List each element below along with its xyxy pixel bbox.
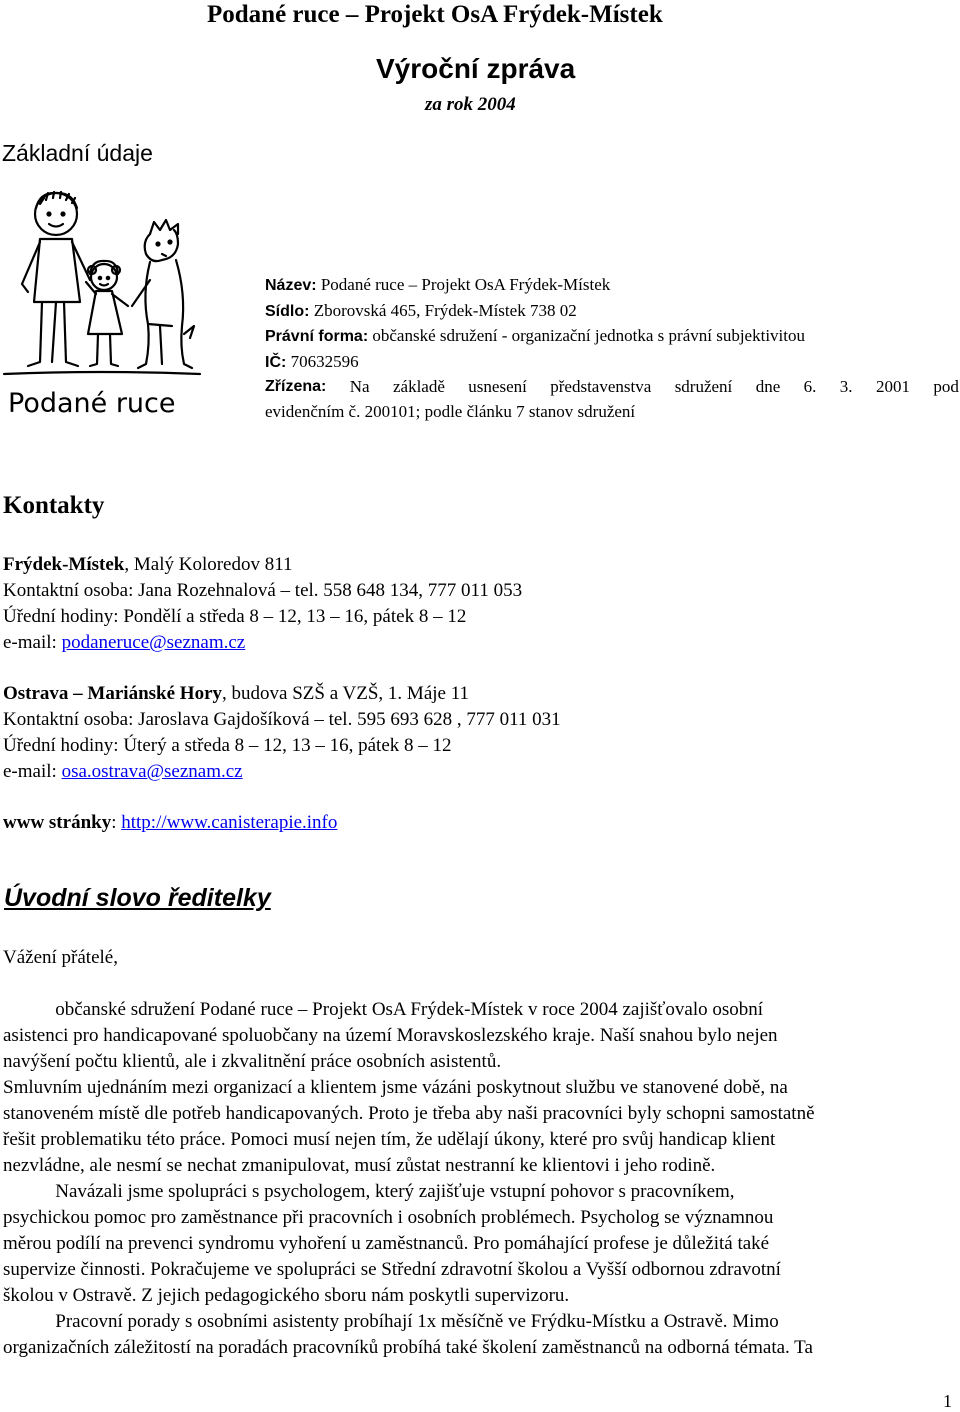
name-label: Název: xyxy=(265,277,317,294)
report-title: Výroční zpráva xyxy=(376,53,576,84)
office-1-place xyxy=(3,552,561,578)
ic-value: 70632596 xyxy=(286,351,359,371)
name-value: Podané ruce – Projekt OsA Frýdek-Místek xyxy=(316,275,611,294)
founded-word: základě xyxy=(392,377,445,396)
seat-value: Zborovská 465, Frýdek-Místek 738 02 xyxy=(309,300,577,320)
founded-row xyxy=(265,375,959,400)
founded-word: 2001 xyxy=(875,377,910,396)
office-1-hours: Úřední hodiny: Pondělí a středa 8 – 12, 13 – 16, pátek 8 – 12 xyxy=(3,606,467,627)
website-separator: : xyxy=(111,812,122,833)
body-line: asistenci pro handicapované spoluobčany na území Moravskoslezského kraje. Naší snahou bylo nejen xyxy=(3,1025,778,1046)
intro-body xyxy=(3,997,959,1361)
founded-word: 6. xyxy=(803,377,817,396)
office-2-address: , budova SZŠ a VZŠ, 1. Máje 11 xyxy=(222,683,470,704)
ic-row xyxy=(265,350,959,376)
page-number: 1 xyxy=(943,1391,952,1411)
office-1-email-label: e-mail: xyxy=(3,632,62,653)
website-row xyxy=(3,810,561,836)
body-line: stanoveném místě dle potřeb handicapovaných. Proto je třeba aby naši pracovníci byly schopni samostatně xyxy=(3,1103,815,1124)
legal-form-label: Právní forma: xyxy=(265,328,369,345)
founded-word: dne xyxy=(755,377,781,396)
body-line: Pracovní porady s osobními asistenty probíhají 1x měsíčně ve Frýdku-Místku a Ostravě. Mimo xyxy=(3,1311,779,1332)
founded-label: Zřízena: xyxy=(265,378,327,395)
report-year: za rok 2004 xyxy=(425,94,516,115)
body-line: řešit problematiku této práce. Pomoci musí nejen tím, že udělají úkony, které pro svůj handicap klient xyxy=(3,1129,776,1150)
seat-row xyxy=(265,299,959,325)
section-title-basic-info: Základní údaje xyxy=(2,140,153,166)
body-line: psychickou pomoc pro zaměstnance při pracovních i osobních problémech. Psycholog se významnou xyxy=(3,1207,774,1228)
salutation: Vážení přátelé, xyxy=(3,947,118,968)
contacts-heading: Kontakty xyxy=(3,492,105,519)
website-label: www stránky xyxy=(3,812,112,833)
legal-form-value: občanské sdružení - organizační jednotka s právní subjektivitou xyxy=(368,326,805,345)
office-2-place xyxy=(3,681,561,707)
body-line: supervize činnosti. Pokračujeme ve spolupráci se Střední zdravotní školou a Vyšší odbornou zdravotní xyxy=(3,1259,781,1280)
founded-row-continued: evidenčním č. 200101; podle článku 7 stanov sdružení xyxy=(265,401,636,421)
office-2-contact-person: Kontaktní osoba: Jaroslava Gajdošíková – tel. 595 693 628 , 777 011 031 xyxy=(3,709,561,730)
logo-drawing xyxy=(0,184,205,424)
founded-word: sdružení xyxy=(674,377,733,396)
website-link[interactable]: http://www.canisterapie.info xyxy=(121,812,338,833)
office-1-address: , Malý Koloredov 811 xyxy=(124,554,293,575)
office-2-email-row xyxy=(3,759,561,785)
intro-heading: Úvodní slovo ředitelky xyxy=(4,884,271,912)
logo-text: Podané ruce xyxy=(8,388,176,419)
seat-label: Sídlo: xyxy=(265,302,310,320)
body-line: organizačních záležitostí na poradách pracovníků probíhá také školení zaměstnanců na odborná témata. Ta xyxy=(3,1337,813,1358)
body-line: Smluvním ujednáním mezi organizací a klientem jsme vázáni poskytnout službu ve stanovené době, na xyxy=(3,1077,788,1098)
founded-word: 3. xyxy=(839,377,853,396)
body-line: školou v Ostravě. Z jejich pedagogického sboru nám poskytli supervizoru. xyxy=(3,1285,570,1306)
office-2-email-label: e-mail: xyxy=(3,761,62,782)
name-row xyxy=(265,273,959,299)
body-line: nezvládne, ale nesmí se nechat zmanipulovat, musí zůstat nestranní ke klientovi i jeho rodině. xyxy=(3,1155,716,1176)
document-title: Podané ruce – Projekt OsA Frýdek-Místek xyxy=(207,1,663,28)
office-1-email-row xyxy=(3,630,561,656)
founded-word: Na xyxy=(349,377,370,396)
office-1-contact-person: Kontaktní osoba: Jana Rozehnalová – tel. 558 648 134, 777 011 053 xyxy=(3,580,523,601)
founded-word: usnesení xyxy=(468,377,527,396)
body-line: měrou podílí na prevenci syndromu vyhoření u zaměstnanců. Pro pomáhající profese je důležitá také xyxy=(3,1233,770,1254)
office-1-email-link[interactable]: podaneruce@seznam.cz xyxy=(61,632,246,653)
office-2-city: Ostrava – Mariánské Hory xyxy=(3,683,223,704)
legal-form-row xyxy=(265,324,959,350)
office-2-email-link[interactable]: osa.ostrava@seznam.cz xyxy=(61,761,243,782)
founded-word: představenstva xyxy=(550,377,652,396)
office-2-hours: Úřední hodiny: Úterý a středa 8 – 12, 13 – 16, pátek 8 – 12 xyxy=(3,735,452,756)
body-line: Navázali jsme spolupráci s psychologem, který zajišťuje vstupní pohovor s pracovníkem, xyxy=(3,1181,735,1202)
ic-label: IČ: xyxy=(265,353,287,371)
podane-ruce-logo xyxy=(0,184,205,424)
basic-info-block xyxy=(265,273,959,424)
body-line: navýšení počtu klientů, ale i zkvalitnění práce osobních asistentů. xyxy=(3,1051,502,1072)
office-1-city: Frýdek-Místek xyxy=(3,554,125,575)
founded-word: pod xyxy=(933,377,959,396)
contacts-block xyxy=(3,552,561,836)
body-line: občanské sdružení Podané ruce – Projekt OsA Frýdek-Místek v roce 2004 zajišťovalo osobní xyxy=(3,999,764,1020)
